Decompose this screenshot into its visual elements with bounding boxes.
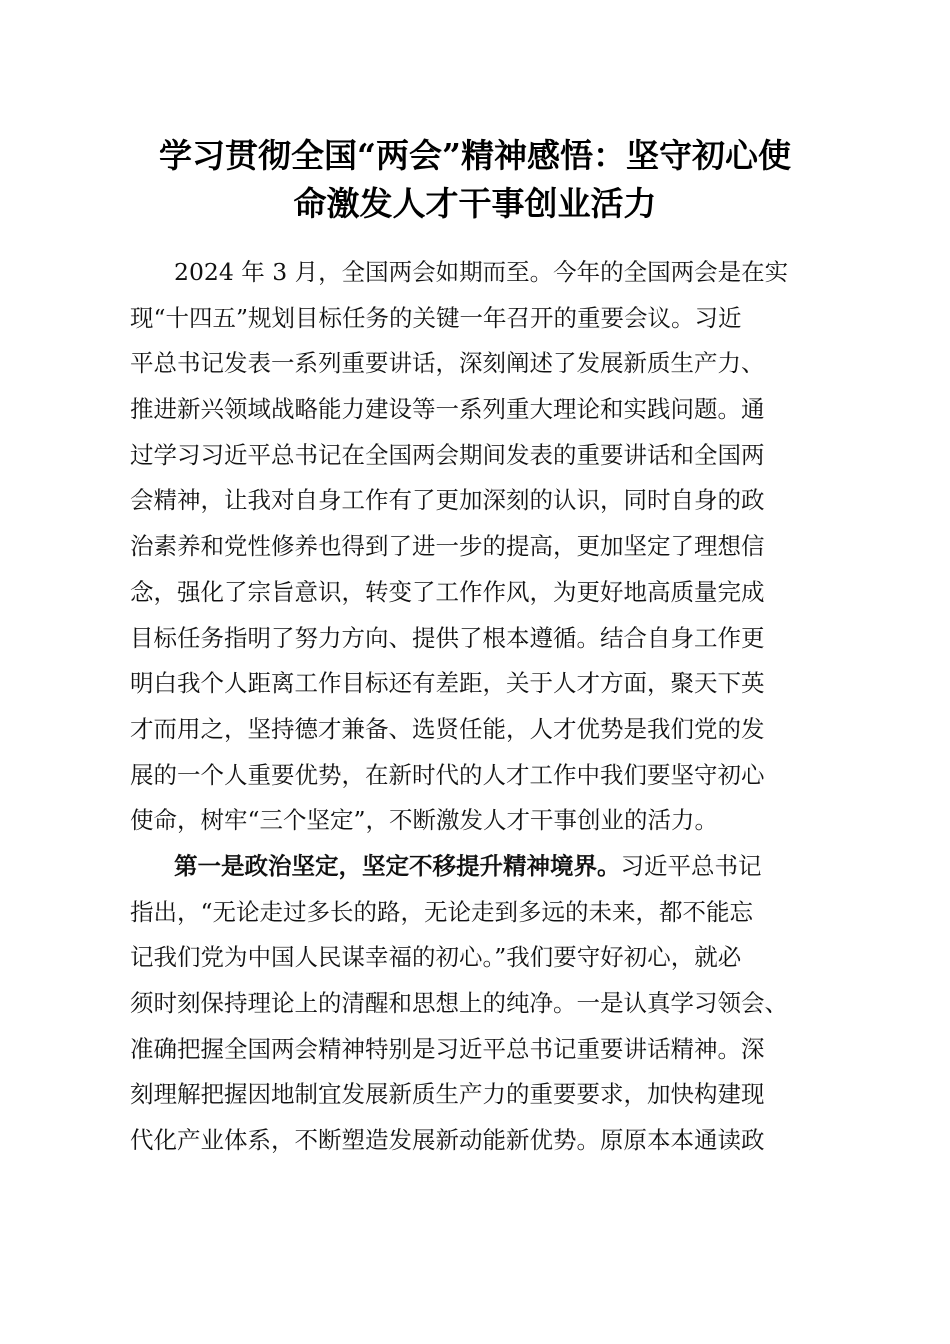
paragraph-line: 展的一个人重要优势，在新时代的人才工作中我们要坚守初心	[130, 760, 765, 789]
paragraph-line: 平总书记发表一系列重要讲话，深刻阐述了发展新质生产力、	[130, 349, 765, 378]
paragraph-line: 念，强化了宗旨意识，转变了工作作风，为更好地高质量完成	[130, 577, 765, 606]
paragraph-line: 过学习习近平总书记在全国两会期间发表的重要讲话和全国两	[130, 440, 765, 469]
paragraph-heading: 第一是政治坚定，坚定不移提升精神境界。	[174, 851, 621, 880]
paragraph-line: 目标任务指明了努力方向、提供了根本遵循。结合自身工作更	[130, 623, 765, 652]
paragraph-2	[130, 844, 830, 1164]
paragraph-line: 2024 年 3 月，全国两会如期而至。今年的全国两会是在实	[174, 258, 789, 286]
paragraph-line: 准确把握全国两会精神特别是习近平总书记重要讲话精神。深	[130, 1034, 765, 1063]
paragraph-line: 推进新兴领域战略能力建设等一系列重大理论和实践问题。通	[130, 395, 765, 424]
paragraph-line: 才而用之，坚持德才兼备、选贤任能，人才优势是我们党的发	[130, 714, 765, 743]
paragraph-line: 现“十四五”规划目标任务的关键一年召开的重要会议。习近	[130, 303, 742, 332]
document-body	[130, 250, 830, 1164]
paragraph-line: 使命，树牢“三个坚定”，不断激发人才干事创业的活力。	[130, 806, 719, 835]
paragraph-line	[130, 844, 830, 890]
paragraph-1	[130, 250, 830, 844]
paragraph-line: 治素养和党性修养也得到了进一步的提高，更加坚定了理想信	[130, 532, 765, 561]
paragraph-text: 习近平总书记	[620, 851, 762, 880]
paragraph-line: 须时刻保持理论上的清醒和思想上的纯净。一是认真学习领会、	[130, 989, 788, 1017]
title-line-2: 命激发人才干事创业活力	[293, 184, 657, 223]
title-line-1: 学习贯彻全国“两会”精神感悟：坚守初心使	[159, 136, 791, 175]
document-title	[100, 132, 850, 228]
paragraph-line: 代化产业体系，不断塑造发展新动能新优势。原原本本通读政	[130, 1126, 765, 1155]
paragraph-line: 刻理解把握因地制宜发展新质生产力的重要要求，加快构建现	[130, 1080, 765, 1109]
paragraph-line: 指出，“无论走过多长的路，无论走到多远的未来，都不能忘	[130, 897, 754, 926]
paragraph-line: 记我们党为中国人民谋幸福的初心。”我们要守好初心，就必	[130, 943, 742, 972]
paragraph-line: 明白我个人距离工作目标还有差距，关于人才方面，聚天下英	[130, 669, 765, 698]
paragraph-line: 会精神，让我对自身工作有了更加深刻的认识，同时自身的政	[130, 486, 765, 515]
